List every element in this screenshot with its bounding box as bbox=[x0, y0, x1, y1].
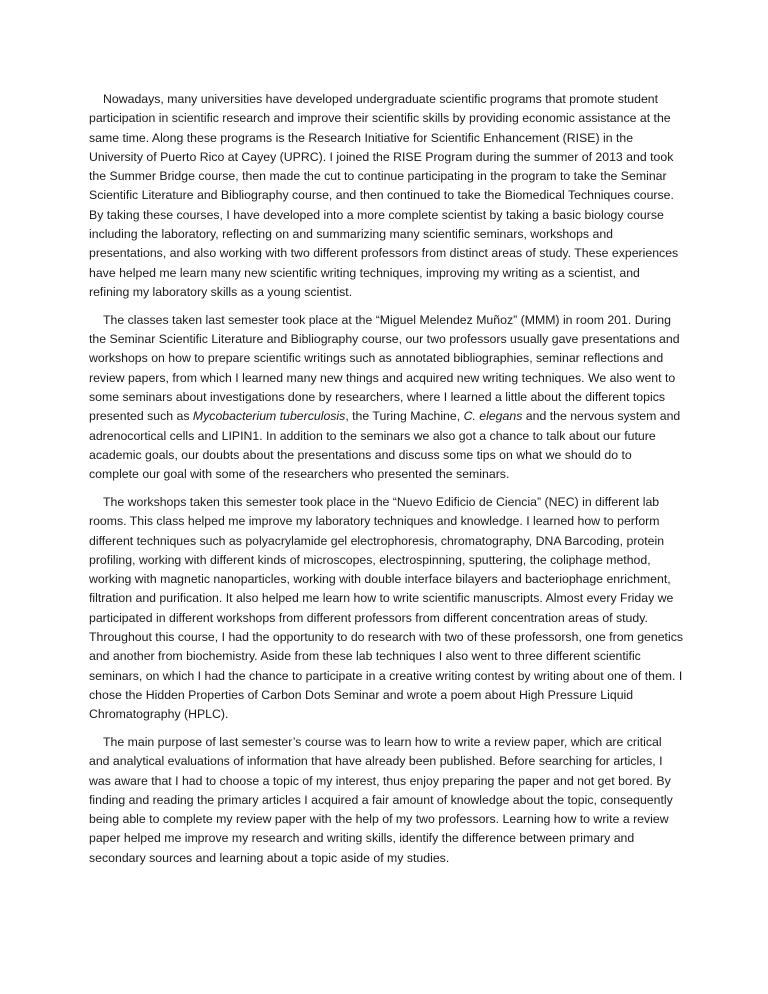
paragraph-review-paper: The main purpose of last semester’s course was to learn how to write a review paper, which are critical and analytical evaluations of information that have already been published. Before searching for articles, I was aware that I had to choose a topic of my interest, thus enjoy preparing the paper and not get bored. By finding and reading the primary articles I acquired a fair amount of knowledge about the topic, consequently being able to complete my review paper with the help of my two professors. Learning how to write a review paper helped me improve my research and writing skills, identify the difference between primary and secondary sources and learning about a topic aside of my studies. bbox=[89, 735, 673, 865]
italic-species-name: Mycobacterium tuberculosis bbox=[192, 409, 346, 424]
paragraph-seminar-course bbox=[89, 311, 683, 485]
paragraph-intro: Nowadays, many universities have developed undergraduate scientific programs that promote student participation in scientific research and improve their scientific skills by providing economic assistance at the same time. Along these programs is the Research Initiative for Scientific Enhancement (RISE) in the University of Puerto Rico at Cayey (UPRC). I joined the RISE Program during the summer of 2013 and took the Summer Bridge course, then made the cut to continue participating in the program to take the Seminar Scientific Literature and Bibliography course, and then continued to take the Biomedical Techniques course. By taking these courses, I have developed into a more complete scientist by taking a basic biology course including the laboratory, reflecting on and summarizing many scientific seminars, workshops and presentations, and also working with two different professors from distinct areas of study. These experiences have helped me learn many new scientific writing techniques, improving my writing as a scientist, and refining my laboratory skills as a young scientist. bbox=[89, 92, 679, 299]
paragraph-text: and the nervous system and adrenocortical cells and LIPIN1. In addition to the seminars we also got a chance to talk about our future academic goals, our doubts about the presentations and discuss some tips on what we should do to complete our goal with some of the researchers who presented the seminars. bbox=[89, 409, 681, 482]
document-body bbox=[89, 90, 683, 877]
paragraph-text: The classes taken last semester took place at the “Miguel Melendez Muñoz” (MMM) in room 201. During the Seminar Scientific Literature and Bibliography course, our two professors usually gave presentations and workshops on how to prepare scientific writings such as annotated bibliographies, seminar reflections and review papers, from which I learned many new things and acquired new writing techniques. We also went to some seminars about investigations done by researchers, where I learned a little about the different topics presented such as bbox=[89, 312, 680, 424]
paragraph-text: , the Turing Machine, bbox=[345, 409, 464, 424]
paragraph-workshops: The workshops taken this semester took place in the “Nuevo Edificio de Ciencia” (NEC) in different lab rooms. This class helped me improve my laboratory techniques and knowledge. I learned how to perform different techniques such as polyacrylamide gel electrophoresis, chromatography, DNA Barcoding, protein profiling, working with different kinds of microscopes, electrospinning, sputtering, the coliphage method, working with magnetic nanoparticles, working with double interface bilayers and bacteriophage enrichment, filtration and purification. It also helped me learn how to write scientific manuscripts. Almost every Friday we participated in different workshops from different professors from different concentration areas of study. Throughout this course, I had the opportunity to do research with two of these professorsh, one from genetics and another from biochemistry. Aside from these lab techniques I also went to three different scientific seminars, on which I had the chance to participate in a creative writing contest by writing about one of them. I chose the Hidden Properties of Carbon Dots Seminar and wrote a poem about High Pressure Liquid Chromatography (HPLC). bbox=[89, 494, 683, 722]
italic-species-name: C. elegans bbox=[463, 409, 523, 424]
